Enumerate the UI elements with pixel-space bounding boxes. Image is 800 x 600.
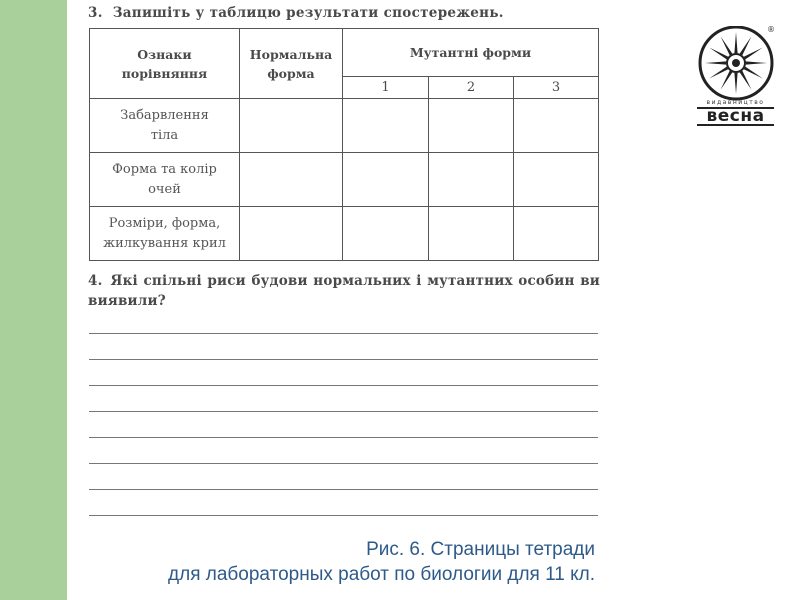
cell-mutant-3[interactable]: [514, 153, 599, 207]
task-3-text: Запишіть у таблицю результати спостережень.: [112, 5, 504, 21]
answer-line[interactable]: [89, 489, 598, 490]
side-green-bar: [0, 0, 67, 600]
cell-mutant-2[interactable]: [429, 99, 514, 153]
cell-mutant-1[interactable]: [343, 153, 429, 207]
header-normal-form: Нормальна форма: [240, 29, 343, 99]
logo-name: весна: [697, 107, 774, 126]
cell-normal[interactable]: [240, 207, 343, 261]
logo-subtitle: видавництво: [706, 99, 765, 106]
header-feature: Ознаки порівняння: [90, 29, 240, 99]
answer-line[interactable]: [89, 385, 598, 386]
table-row: [90, 207, 599, 261]
answer-line[interactable]: [89, 437, 598, 438]
answer-line[interactable]: [89, 359, 598, 360]
task-3-heading: [88, 5, 504, 21]
row-label-eye-shape: Форма та колір очей: [90, 153, 240, 207]
cell-mutant-3[interactable]: [514, 207, 599, 261]
caption-line-1: Рис. 6. Страницы тетради: [366, 539, 595, 560]
cell-mutant-2[interactable]: [429, 207, 514, 261]
cell-normal[interactable]: [240, 153, 343, 207]
cell-mutant-3[interactable]: [514, 99, 599, 153]
row-label-wings: Розміри, форма, жилкування крил: [90, 207, 240, 261]
row-label-body-color: Забарвлення тіла: [90, 99, 240, 153]
caption-line-2: для лабораторных работ по биологии для 11 кл.: [168, 564, 595, 585]
observation-table: [89, 28, 599, 261]
task-4-question: [88, 271, 600, 311]
cell-mutant-2[interactable]: [429, 153, 514, 207]
figure-caption: [168, 537, 595, 587]
answer-line[interactable]: [89, 333, 598, 334]
mutant-number-3: 3: [514, 77, 599, 99]
mutant-number-2: 2: [429, 77, 514, 99]
mutant-number-1: 1: [343, 77, 429, 99]
header-mutant-forms: Мутантні форми: [343, 29, 599, 77]
cell-normal[interactable]: [240, 99, 343, 153]
task-3-number: 3.: [88, 5, 103, 21]
table-row: [90, 99, 599, 153]
answer-line[interactable]: [89, 411, 598, 412]
task-4-text: Які спільні риси будови нормальних і мутантних особин ви виявили?: [88, 273, 600, 309]
answer-line[interactable]: [89, 463, 598, 464]
answer-line[interactable]: [89, 515, 598, 516]
task-4-number: 4.: [88, 273, 103, 289]
cell-mutant-1[interactable]: [343, 99, 429, 153]
registered-mark: ®: [767, 25, 775, 34]
table-row: [90, 153, 599, 207]
cell-mutant-1[interactable]: [343, 207, 429, 261]
